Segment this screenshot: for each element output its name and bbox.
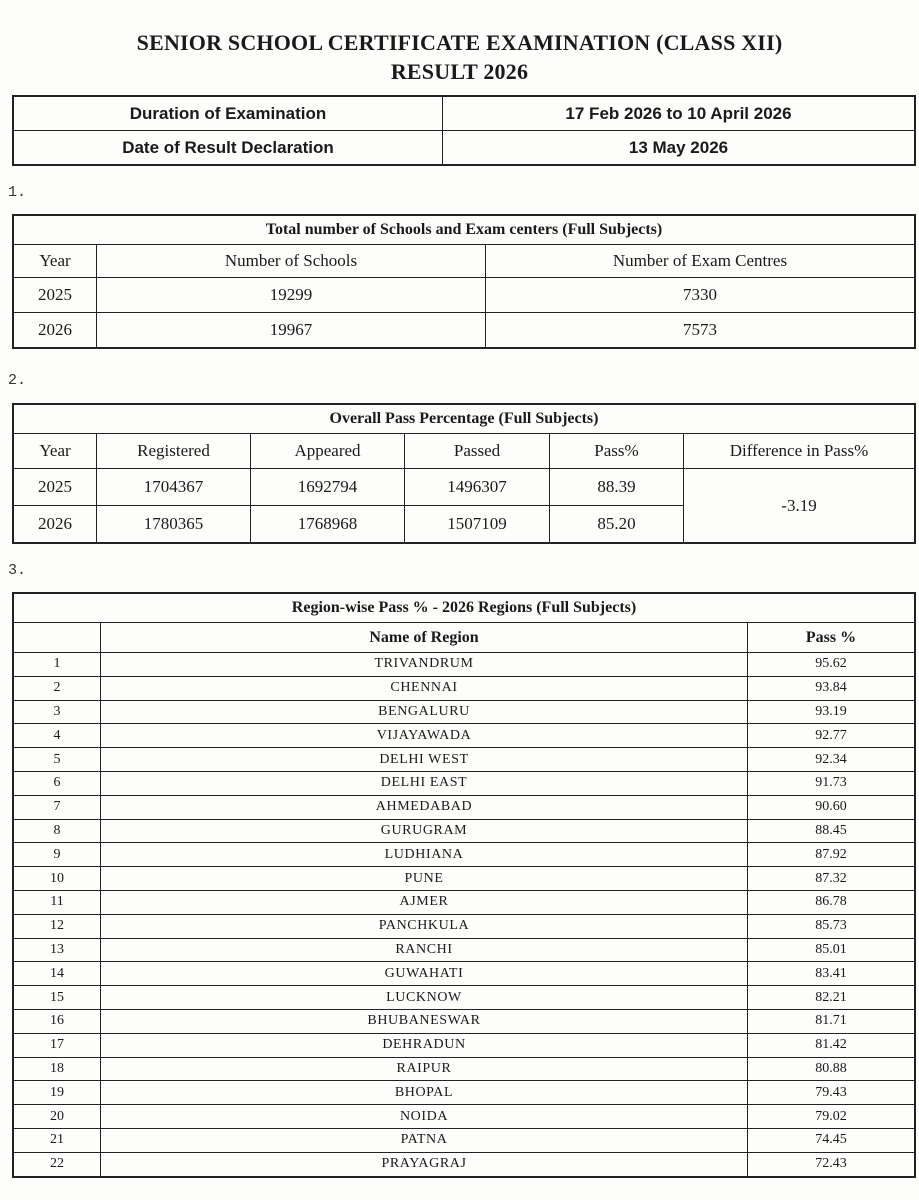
table-row (13, 1033, 915, 1057)
exam-info-table (12, 95, 916, 166)
table-row (13, 1081, 915, 1105)
table-row (13, 700, 915, 724)
serial-cell: 11 (13, 890, 101, 914)
serial-cell: 15 (13, 986, 101, 1010)
year-cell: 2026 (13, 506, 97, 544)
region-name-cell: GURUGRAM (101, 819, 748, 843)
section-number-2: 2. (8, 372, 27, 389)
column-header: Registered (97, 434, 251, 469)
table-row (13, 1152, 915, 1176)
column-header: Appeared (251, 434, 405, 469)
region-name-cell: BHOPAL (101, 1081, 748, 1105)
pass-pct-cell: 88.45 (748, 819, 916, 843)
region-name-cell: DELHI EAST (101, 771, 748, 795)
pass-pct-cell: 81.42 (748, 1033, 916, 1057)
region-name-cell: PRAYAGRAJ (101, 1152, 748, 1176)
region-name-cell: LUCKNOW (101, 986, 748, 1010)
table-row (13, 914, 915, 938)
table-row (13, 469, 915, 506)
passed-cell: 1507109 (405, 506, 550, 544)
table-row (13, 724, 915, 748)
pass-pct-cell: 92.34 (748, 748, 916, 772)
region-name-cell: DEHRADUN (101, 1033, 748, 1057)
document-subtitle: RESULT 2026 (390, 59, 529, 84)
table-row (13, 867, 915, 891)
column-header: Year (13, 245, 97, 278)
serial-cell: 3 (13, 700, 101, 724)
pass-pct-cell: 81.71 (748, 1009, 916, 1033)
table-row (13, 819, 915, 843)
column-header: Passed (405, 434, 550, 469)
year-cell: 2025 (13, 469, 97, 506)
duration-value: 17 Feb 2026 to 10 April 2026 (443, 96, 916, 131)
section-number-3: 3. (8, 562, 27, 579)
region-name-cell: RAIPUR (101, 1057, 748, 1081)
pass-pct-cell: 85.20 (550, 506, 684, 544)
pass-pct-cell: 93.84 (748, 676, 916, 700)
table-row (13, 843, 915, 867)
table-row (13, 795, 915, 819)
centres-cell: 7573 (486, 313, 916, 349)
schools-cell: 19299 (97, 278, 486, 313)
table-caption: Overall Pass Percentage (Full Subjects) (13, 404, 915, 434)
year-cell: 2025 (13, 278, 97, 313)
region-name-cell: CHENNAI (101, 676, 748, 700)
column-header: Difference in Pass% (684, 434, 916, 469)
centres-cell: 7330 (486, 278, 916, 313)
document-title: SENIOR SCHOOL CERTIFICATE EXAMINATION (CLASS XII) (136, 30, 783, 55)
table-row (13, 890, 915, 914)
section-number-1: 1. (8, 184, 27, 201)
pass-pct-cell: 87.92 (748, 843, 916, 867)
column-header: Name of Region (101, 623, 748, 653)
table-header-row (13, 434, 915, 469)
declaration-label: Date of Result Declaration (13, 131, 443, 166)
pass-pct-cell: 91.73 (748, 771, 916, 795)
table-caption: Total number of Schools and Exam centers (Full Subjects) (13, 215, 915, 245)
schools-centres-table (12, 214, 916, 349)
table-row (13, 1057, 915, 1081)
serial-cell: 19 (13, 1081, 101, 1105)
registered-cell: 1704367 (97, 469, 251, 506)
serial-cell: 5 (13, 748, 101, 772)
region-name-cell: BENGALURU (101, 700, 748, 724)
serial-cell: 16 (13, 1009, 101, 1033)
pass-pct-cell: 95.62 (748, 653, 916, 677)
duration-row (13, 96, 915, 131)
duration-label: Duration of Examination (13, 96, 443, 131)
table-row (13, 962, 915, 986)
appeared-cell: 1692794 (251, 469, 405, 506)
table-row (13, 986, 915, 1010)
pass-pct-cell: 82.21 (748, 986, 916, 1010)
serial-cell: 17 (13, 1033, 101, 1057)
table-row (13, 748, 915, 772)
table-row (13, 676, 915, 700)
serial-cell: 2 (13, 676, 101, 700)
serial-cell: 6 (13, 771, 101, 795)
column-header: Pass% (550, 434, 684, 469)
pass-pct-cell: 83.41 (748, 962, 916, 986)
region-name-cell: TRIVANDRUM (101, 653, 748, 677)
pass-pct-cell: 92.77 (748, 724, 916, 748)
column-header: Pass % (748, 623, 916, 653)
serial-cell: 18 (13, 1057, 101, 1081)
serial-cell: 14 (13, 962, 101, 986)
pass-pct-cell: 87.32 (748, 867, 916, 891)
region-name-cell: PATNA (101, 1128, 748, 1152)
table-row (13, 653, 915, 677)
appeared-cell: 1768968 (251, 506, 405, 544)
difference-cell: -3.19 (684, 469, 916, 544)
table-row (13, 938, 915, 962)
pass-pct-cell: 93.19 (748, 700, 916, 724)
serial-cell: 7 (13, 795, 101, 819)
region-name-cell: DELHI WEST (101, 748, 748, 772)
region-name-cell: BHUBANESWAR (101, 1009, 748, 1033)
column-header: Year (13, 434, 97, 469)
serial-cell: 13 (13, 938, 101, 962)
pass-pct-cell: 80.88 (748, 1057, 916, 1081)
column-header: Number of Exam Centres (486, 245, 916, 278)
table-row (13, 278, 915, 313)
pass-percentage-table (12, 403, 916, 544)
pass-pct-cell: 79.02 (748, 1105, 916, 1129)
pass-pct-cell: 85.01 (748, 938, 916, 962)
serial-cell: 8 (13, 819, 101, 843)
table-header-row (13, 623, 915, 653)
region-name-cell: VIJAYAWADA (101, 724, 748, 748)
table-row (13, 1128, 915, 1152)
table-row (13, 313, 915, 349)
pass-pct-cell: 86.78 (748, 890, 916, 914)
serial-cell: 10 (13, 867, 101, 891)
region-name-cell: NOIDA (101, 1105, 748, 1129)
pass-pct-cell: 88.39 (550, 469, 684, 506)
region-name-cell: GUWAHATI (101, 962, 748, 986)
serial-cell: 12 (13, 914, 101, 938)
serial-cell: 21 (13, 1128, 101, 1152)
serial-cell: 22 (13, 1152, 101, 1176)
region-pass-table (12, 592, 916, 1178)
passed-cell: 1496307 (405, 469, 550, 506)
serial-cell: 1 (13, 653, 101, 677)
region-name-cell: RANCHI (101, 938, 748, 962)
pass-pct-cell: 79.43 (748, 1081, 916, 1105)
column-header: Number of Schools (97, 245, 486, 278)
pass-pct-cell: 85.73 (748, 914, 916, 938)
table-row (13, 771, 915, 795)
region-name-cell: AHMEDABAD (101, 795, 748, 819)
region-name-cell: PANCHKULA (101, 914, 748, 938)
schools-cell: 19967 (97, 313, 486, 349)
declaration-value: 13 May 2026 (443, 131, 916, 166)
region-name-cell: AJMER (101, 890, 748, 914)
pass-pct-cell: 90.60 (748, 795, 916, 819)
registered-cell: 1780365 (97, 506, 251, 544)
serial-cell: 4 (13, 724, 101, 748)
table-row (13, 1009, 915, 1033)
pass-pct-cell: 74.45 (748, 1128, 916, 1152)
column-header (13, 623, 101, 653)
region-name-cell: PUNE (101, 867, 748, 891)
table-caption: Region-wise Pass % - 2026 Regions (Full Subjects) (13, 593, 915, 623)
serial-cell: 20 (13, 1105, 101, 1129)
year-cell: 2026 (13, 313, 97, 349)
table-row (13, 1105, 915, 1129)
declaration-row (13, 131, 915, 166)
region-name-cell: LUDHIANA (101, 843, 748, 867)
pass-pct-cell: 72.43 (748, 1152, 916, 1176)
serial-cell: 9 (13, 843, 101, 867)
table-header-row (13, 245, 915, 278)
